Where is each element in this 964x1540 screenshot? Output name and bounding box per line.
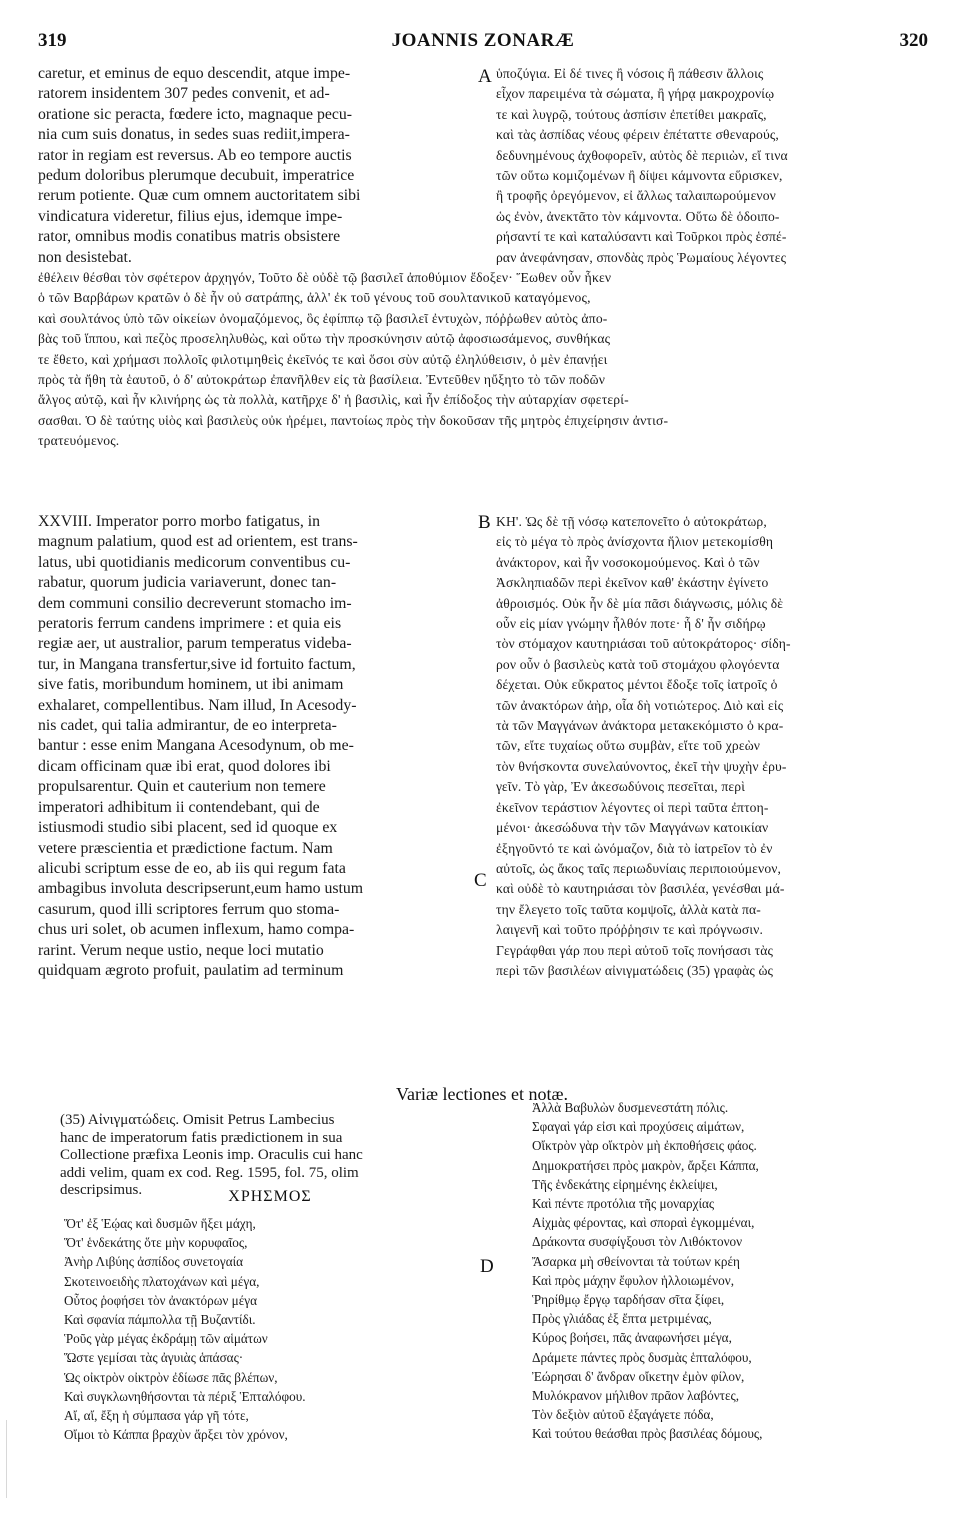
- text-line: τὸν στόμαχον καυτηριάσαι τοῦ αὐτοκράτορος· σίδη-: [496, 636, 791, 652]
- running-title: JOANNIS ZONARÆ: [391, 30, 575, 51]
- text-line: rator in regiam est reversus. Ab eo tempore auctis: [38, 146, 352, 164]
- text-line: ἀθροισμός. Οὐκ ἦν δὲ μία πᾶσι διάγνωσις, μόλις δὲ: [496, 595, 784, 611]
- text-line: ratorem insidentem 307 pedes convenit, et ad-: [38, 85, 330, 103]
- text-line: magnum palatium, quod est ad orientem, est trans-: [38, 533, 358, 551]
- text-line: καὶ τὰς ἀσπίδας νέους φέρειν ἐπέταττε σθεναρούς,: [496, 127, 779, 143]
- text-line: tur, in Mangana transfertur,sive id fortuito factum,: [38, 655, 356, 673]
- text-line: chus uri solet, ob acumen inflexum, hamo compa-: [38, 921, 355, 939]
- text-line: rerum potiente. Quæ cum omnem auctoritatem sibi: [38, 187, 361, 205]
- poem-line: Οἴκτρὸν γὰρ οἴκτρὸν μὴ ἐκποθήσεις φάος.: [532, 1138, 757, 1154]
- text-line: λαιγενῆ καὶ τοῦτο πρόῤῥησιν τε καὶ πρόγνωσιν.: [496, 922, 764, 938]
- poem-line: Ἐώρησαι δ' ἄνδραν οἴκετην ἐμὸν φίλον,: [532, 1368, 745, 1384]
- text-line: ὡς ἐνὸν, ἀνεκτᾶτο τὸν κάμνοντα. Οὕτω δὲ ὁδοιπο-: [496, 208, 780, 224]
- greek-column-1: [496, 64, 928, 268]
- text-line: regiæ aer, ut australior, parum temperatus videba-: [38, 635, 352, 653]
- text-line: γεῖν. Τὸ γὰρ, Ἐν ἀκεσωδύνοις πεσεῖται, περὶ: [496, 779, 745, 795]
- text-line: την ἔλεγετο τοῖς ταῦτα κομψοῖς, ἀλλὰ κατὰ πα-: [496, 901, 761, 917]
- text-line: δεδυνημένους ἀχθοφορεῖν, αὐτὸς δὲ περιιὼν, εἴ τινα: [496, 147, 788, 163]
- text-line: Collectione præfixa Leonis imp. Oraculis cui hanc: [60, 1147, 363, 1164]
- poem-line: Τὸν δεξιὸν αὐτοῦ ἐξαγάγετε πόδα,: [532, 1407, 714, 1423]
- text-line: dicam officinam quæ ibi erat, quod dolores ibi: [38, 757, 331, 775]
- margin-marker-b: B: [478, 512, 491, 533]
- text-line: rabatur, quorum judicia variaverunt, donec tan-: [38, 574, 337, 592]
- poem-line: Δράμετε πάντες πρὸς δυσμὰς ἑπταλόφου,: [532, 1349, 752, 1365]
- text-line: ἐκεῖνον τεράστιον λέγοντες οἱ περὶ ταῦτα ἐπτοη-: [496, 799, 769, 815]
- page-number-left: 319: [38, 30, 67, 51]
- text-line: ὁ τῶν Βαρβάρων κρατῶν ὁ δὲ ἦν οὐ σατράπης, ἀλλ' ἐκ τοῦ γένους τοῦ σουλτανικοῦ καταγόμενος,: [38, 290, 591, 306]
- text-line: τῶν ἀνακτόρων ἀὴρ, οἷα δὴ νοτιώτερος. Διὸ καὶ εἰς: [496, 697, 784, 713]
- text-line: τῶν οὕτω κομιζομένων ἢ δίψει κάμνοντα εὕρισκεν,: [496, 168, 783, 184]
- text-line: sive fatis, moribundum hominem, ut ibi animam: [38, 676, 344, 694]
- poem-line: Ὥστε γεμίσαι τὰς ἀγυιὰς ἁπάσας·: [64, 1350, 244, 1366]
- notes-heading: Variæ lectiones et notæ.: [396, 1084, 568, 1104]
- text-line: rator, omnibus modis conatibus matris obsistere: [38, 228, 341, 246]
- text-line: vindicatura videretur, filius ejus, idemque impe-: [38, 207, 343, 225]
- text-line: ραν ἀνεφάνησαν, σπονδὰς πρὸς Ῥωμαίους λέγοντες: [496, 249, 787, 265]
- text-line: μένοι· ἀκεσώδυνα τὴν τῶν Μαγγάνων κατοικίαν: [496, 820, 769, 836]
- text-line: nis cadet, qui talia admirantur, de eo interpreta-: [38, 717, 337, 735]
- text-line: hanc de imperatorum fatis prædictionem in sua: [60, 1129, 343, 1146]
- text-line: Γεγράφθαι γάρ που περὶ αὐτοῦ τοῖς πονήσασι τὰς: [496, 942, 774, 958]
- text-line: propulsarentur. Quin et cauterium non temere: [38, 778, 326, 796]
- text-line: non desistebat.: [38, 248, 132, 266]
- margin-marker-c: C: [474, 870, 487, 891]
- page-number-right: 320: [899, 30, 928, 51]
- text-line: istiusmodi studio sibi placent, sed id quoque ex: [38, 819, 338, 837]
- text-line: δέχεται. Οὐκ εὔκρατος μέντοι ἔδοξε τοῖς ἰατροῖς ὁ: [496, 677, 778, 693]
- poem-line: Ἀνὴρ Λιβύης ἀσπίδος συνετογαία: [64, 1254, 244, 1270]
- text-line: τὸν θνήσκοντα συνελαύνοντος, ἐκεῖ τὴν ψυχὴν ἐρυ-: [496, 758, 787, 774]
- poem-line: Ὅτ' ἑνδεκάτης ὅτε μὴν κορυφαῖος,: [64, 1235, 248, 1251]
- text-line: oratione sic peracta, fœdere icto, magnaque pecu-: [38, 105, 353, 123]
- running-header: [38, 30, 928, 56]
- greek-column-2: [496, 512, 928, 981]
- poem-line: Πρὸς γλιάδας ἐξ ἔπτα μετριμένας,: [532, 1311, 712, 1327]
- text-line: bantur : esse enim Mangana Acesodynum, ob me-: [38, 737, 354, 755]
- poem-line: Μυλόκρανον μήλιθον πρᾶον λαβόντες,: [532, 1388, 740, 1404]
- poem-line: Κύρος βοήσει, πᾶς ἀναφωνήσει μέγα,: [532, 1330, 732, 1346]
- text-line: καὶ σουλτάνος ὑπὸ τῶν οἰκείων ὀνομαζόμενος, ὃς ἐφίππῳ τῷ βασιλεῖ ἐντυχὼν, πόῤῥωθεν αὐτὸς ἀπο-: [38, 310, 608, 326]
- text-line: ρον οὖν ὁ βασιλεὺς κατὰ τοῦ στομάχου φλογόεντα: [496, 656, 780, 672]
- poem-line: Καὶ σφανία πάμπολλα τῇ Βυζαντίδι.: [64, 1312, 256, 1328]
- poem-right-column: [532, 1098, 932, 1444]
- poem-title: ΧΡΗΣΜΟΣ: [228, 1188, 312, 1205]
- text-line: XXVIII. Imperator porro morbo fatigatus, in: [38, 513, 321, 530]
- text-line: τὰ τῶν Μαγγάνων ἀνάκτορα μετακεκόμιστο ὁ κρα-: [496, 718, 784, 734]
- text-line: ρήσαντί τε καὶ καταλύσαντι καὶ Τοῦρκοι πρὸς ἑσπέ-: [496, 229, 787, 245]
- margin-marker-d: D: [480, 1256, 494, 1277]
- text-line: ΚΗ'. Ὡς δὲ τῇ νόσῳ κατεπονεῖτο ὁ αὐτοκράτωρ,: [496, 514, 767, 529]
- text-line: βὰς τοῦ ἵππου, καὶ πεζὸς προσεληλυθὼς, καὶ οὕτω τὴν προσκύνησιν αὐτῷ ἀφοσιωσάμενος, συνθήκας: [38, 331, 611, 347]
- poem-line: Αἰχμὰς φέροντας, καὶ σποραὶ ἐγκομμέναι,: [532, 1215, 755, 1231]
- text-line: καὶ οὐδὲ τὸ καυτηριάσαι τὸν βασιλέα, γενέσθαι μά-: [496, 881, 785, 897]
- poem-line: Καὶ συγκλωνηθήσονται τὰ πέριξ Ἑπταλόφου.: [64, 1388, 306, 1404]
- poem-line: Οἴμοι τὸ Κάππα βραχὺν ἄρξει τὸν χρόνον,: [64, 1427, 288, 1443]
- text-line: peratoris ferrum candens imprimere : et quia eis: [38, 615, 342, 633]
- poem-line: Καὶ πρὸς μάχην ἔφυλον ἡλλοιωμένον,: [532, 1272, 734, 1288]
- note-35-intro: [60, 1112, 480, 1200]
- text-line: ὑποζύγια. Εἰ δέ τινες ἢ νόσοις ἢ πάθεσιν ἄλλοις: [496, 66, 764, 81]
- text-line: ἐθέλειν θέσθαι τὸν σφέτερον ἀρχηγόν, Τοῦτο δὲ οὐδὲ τῷ βασιλεῖ ἀποθύμιον ἔδοξεν· Ἕωθεν οὖν ἧκεν: [38, 270, 612, 285]
- text-line: caretur, et eminus de equo descendit, atque impe-: [38, 65, 351, 82]
- poem-line: Ὅτ' ἐξ Ἑῴας καὶ δυσμῶν ἥξει μάχη,: [64, 1216, 256, 1231]
- poem-line: Οὗτος ῥοφήσει τὸν ἀνακτόρων μέγα: [64, 1292, 257, 1308]
- poem-line: Ἄσαρκα μὴ σθείνονται τὰ τούτων κρέη: [532, 1253, 740, 1269]
- latin-column-1: [38, 64, 478, 268]
- text-line: descripsimus.: [60, 1182, 143, 1199]
- poem-line: Καὶ τούτου θεάσθαι πρὸς βασιλέας δόμους,: [532, 1426, 763, 1442]
- text-line: ἀνάκτορον, καὶ ἦν νοσοκομούμενος. Καὶ ὁ τῶν: [496, 554, 760, 570]
- text-line: dem communi consilio decreverunt stomacho im-: [38, 594, 352, 612]
- text-line: αὐτοῖς, ὡς ἄκος ταῖς περιωδυνίαις περιποιούμενον,: [496, 860, 782, 876]
- poem-line: Δράκοντα συσφίγξουσι τὸν Λιθόκτονον: [532, 1234, 743, 1250]
- margin-marker-a: A: [478, 66, 492, 87]
- text-line: ἄλγος αὐτῷ, καὶ ἦν κλινήρης ὡς τὰ πολλὰ, κατῆρχε δ' ἡ βασιλὶς, καὶ ἦν ἐπίδοξος τὴν αὐταρχίαν σφετερί-: [38, 392, 629, 408]
- poem-line: Ῥηρίθμῳ ἔργῳ ταρδήσαν σῖτα ξίφει,: [532, 1292, 725, 1308]
- text-line: exhalaret, compellentibus. Nam illud, In Acesody-: [38, 696, 357, 714]
- poem-line: Ὡς οἰκτρὸν οἰκτρὸν ἐδίωσε πᾶς βλέπων,: [64, 1369, 278, 1385]
- text-line: εἶχον παρειμένα τὰ σώματα, ἢ γήρᾳ μακροχρονίῳ: [496, 86, 775, 102]
- text-line: quidquam ægroto profuit, paulatim ad terminum: [38, 961, 344, 979]
- text-line: τε καὶ λυγρῷ, τούτους ἀσπίσιν ἐπετίθει μακραῖς,: [496, 106, 767, 122]
- text-line: ἐξηγοῦντό τε καὶ ὠνόμαζον, διὰ τὸ ἰατρεῖον τὸ ἐν: [496, 840, 773, 856]
- text-line: τρατευόμενος.: [38, 433, 120, 449]
- text-line: nia cum suis donatus, in sedes suas rediit,impera-: [38, 126, 350, 144]
- text-line: περὶ τῶν βασιλέων αἰνιγματώδεις (35) γραφὰς ὡς: [496, 962, 774, 978]
- poem-line: Σκοτεινοειδὴς πλατοχάνων καὶ μέγα,: [64, 1273, 260, 1289]
- text-line: pedum doloribus plerumque decubuit, imperatrice: [38, 167, 355, 185]
- text-line: addi velim, quam ex cod. Reg. 1595, fol. 75, olim: [60, 1164, 359, 1181]
- text-line: (35) Αἰνιγματώδεις. Omisit Petrus Lambecius: [60, 1112, 335, 1128]
- text-line: casurum, quod illi scriptores ferrum quo stoma-: [38, 900, 340, 918]
- latin-column-2: [38, 512, 478, 981]
- poem-line: Αἴ, αἴ, ἔξη ἡ σύμπασα γάρ γῆ τότε,: [64, 1408, 249, 1424]
- text-line: ambagibus involuta descripserunt,eum hamo ustum: [38, 880, 364, 898]
- poem-line: Ἀλλὰ Βαβυλὼν δυσμενεστάτη πόλις.: [532, 1100, 729, 1115]
- text-line: εἰς τὸ μέγα τὸ πρὸς ἀνίσχοντα ἥλιον μετεκομίσθη: [496, 534, 774, 550]
- greek-full-width-paragraph: [38, 268, 928, 452]
- text-line: τῶν, εἴτε τυχαίως οὕτω συμβὰν, εἴτε τοῦ χρεὼν: [496, 738, 761, 754]
- poem-line: Ῥοῦς γὰρ μέγας ἐκδράμῃ τῶν αἱμάτων: [64, 1331, 268, 1347]
- text-line: οὖν εἰς μίαν γνώμην ἦλθόν ποτε· ἦ δ' ἦν σιδήρῳ: [496, 616, 766, 632]
- text-line: rarint. Verum neque ustio, neque loci mutatio: [38, 941, 324, 959]
- poem-line: Καὶ πέντε προτόλια τῆς μοναρχίας: [532, 1196, 715, 1212]
- text-line: vetere præscientia et prædictione factum. Nam: [38, 839, 333, 857]
- poem-line: Σφαγαὶ γάρ εἰσι καὶ προχύσεις αἱμάτων,: [532, 1119, 745, 1135]
- text-line: latus, ubi quotidianis medicorum conventibus cu-: [38, 553, 351, 571]
- text-line: τε ἔθετο, καὶ χρήμασι πολλοῖς φιλοτιμηθεὶς ἐκεῖνός τε καὶ ὅσοι σὺν αὐτῷ ἐληλύθεισιν, ὁ μὲν ἐπανῄει: [38, 351, 608, 367]
- text-line: σασθαι. Ὁ δὲ ταύτης υἱὸς καὶ βασιλεὺς οὐκ ἠρέμει, παντοίως πρὸς τὴν δοκοῦσαν τῆς μητρὸς ἐπιχείρησιν ἀντισ-: [38, 412, 669, 428]
- text-line: imperatori adhibitum ii contendebant, qui de: [38, 798, 320, 816]
- text-line: Ἀσκληπιαδῶν περὶ ἐκεῖνον καθ' ἑκάστην ἐγίνετο: [496, 575, 769, 591]
- poem-left-column: [64, 1214, 484, 1444]
- text-line: alicubi scriptum esse de eo, ab iis qui regum fata: [38, 859, 346, 877]
- scan-edge-mark: [6, 1420, 7, 1498]
- poem-line: Τῆς ἑνδεκάτης εἰρημένης ἐκλείψει,: [532, 1176, 718, 1192]
- text-line: ἢ τροφῆς ὀρεγόμενον, εἰ ἄλλως ταλαιπωρούμενον: [496, 188, 776, 204]
- text-line: πρὸς τὰ ἤθη τὰ ἑαυτοῦ, ὁ δ' αὐτοκράτωρ ἐπανῆλθεν εἰς τὰ βασίλεια. Ἐντεῦθεν ηὔξητο τὸ τῶν ποδῶν: [38, 372, 606, 388]
- poem-line: Δημοκρατήσει πρὸς μακρὸν, ἄρξει Κάππα,: [532, 1157, 759, 1173]
